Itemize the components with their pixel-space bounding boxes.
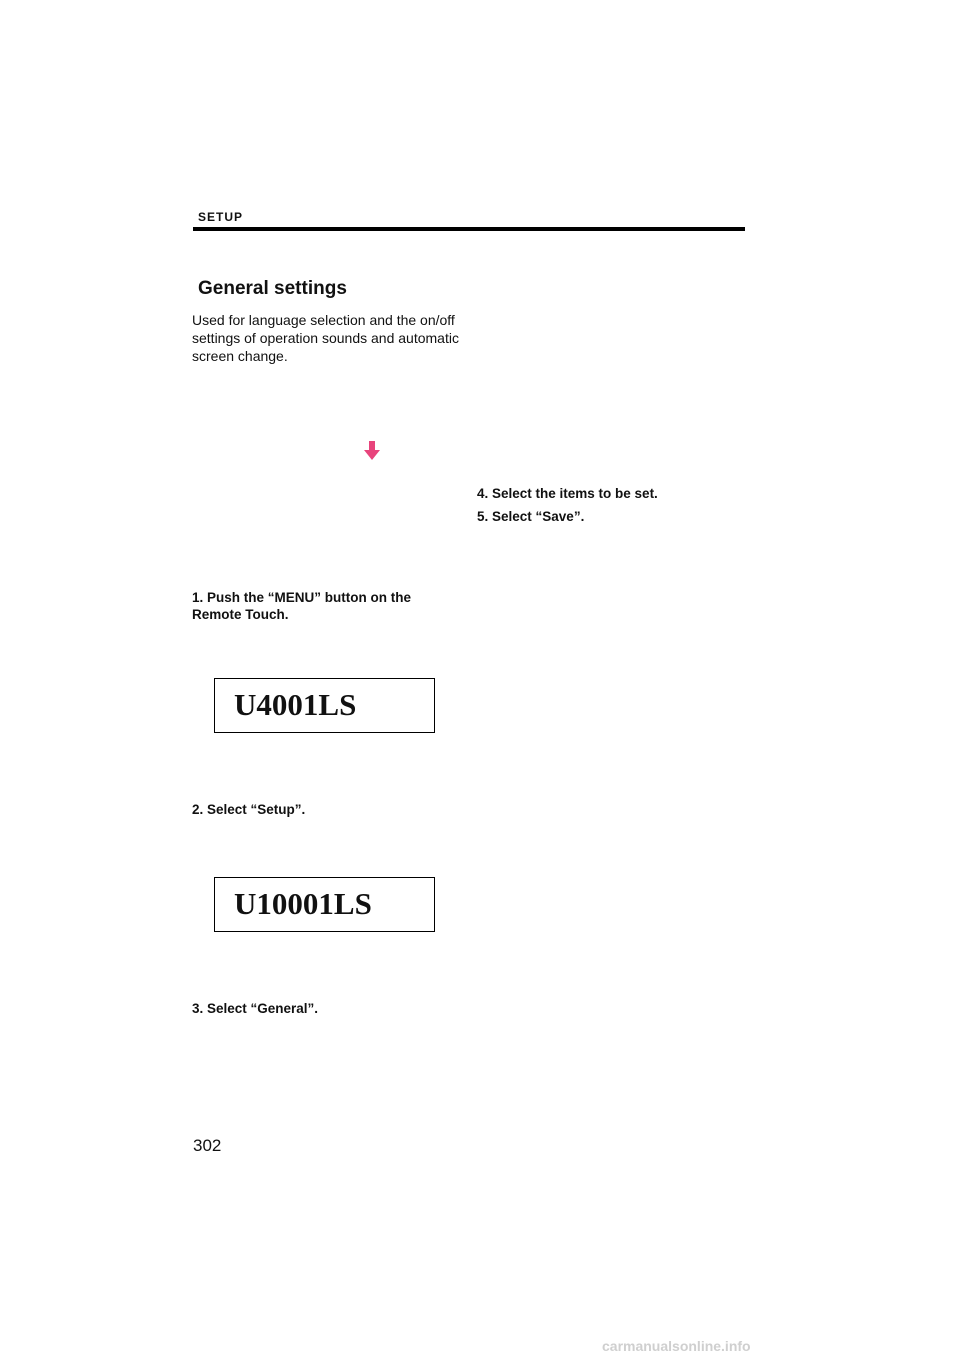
figure-placeholder-2: U10001LS (214, 877, 435, 932)
section-header: SETUP (198, 210, 244, 224)
step-1: 1. Push the “MENU” button on the Remote Touch. (192, 590, 411, 622)
figure-placeholder-1: U4001LS (214, 678, 435, 733)
step-4: 4. Select the items to be set. (477, 486, 658, 501)
intro-paragraph: Used for language selection and the on/off settings of operation sounds and automatic screen change. (192, 312, 459, 364)
watermark: carmanualsonline.info (602, 1338, 751, 1354)
section-title: General settings (198, 278, 347, 299)
header-rule (193, 227, 745, 231)
page-number: 302 (193, 1136, 222, 1155)
step-3: 3. Select “General”. (192, 1001, 319, 1016)
step-5: 5. Select “Save”. (477, 509, 585, 524)
step-2: 2. Select “Setup”. (192, 802, 306, 817)
down-arrow-icon (362, 440, 382, 462)
